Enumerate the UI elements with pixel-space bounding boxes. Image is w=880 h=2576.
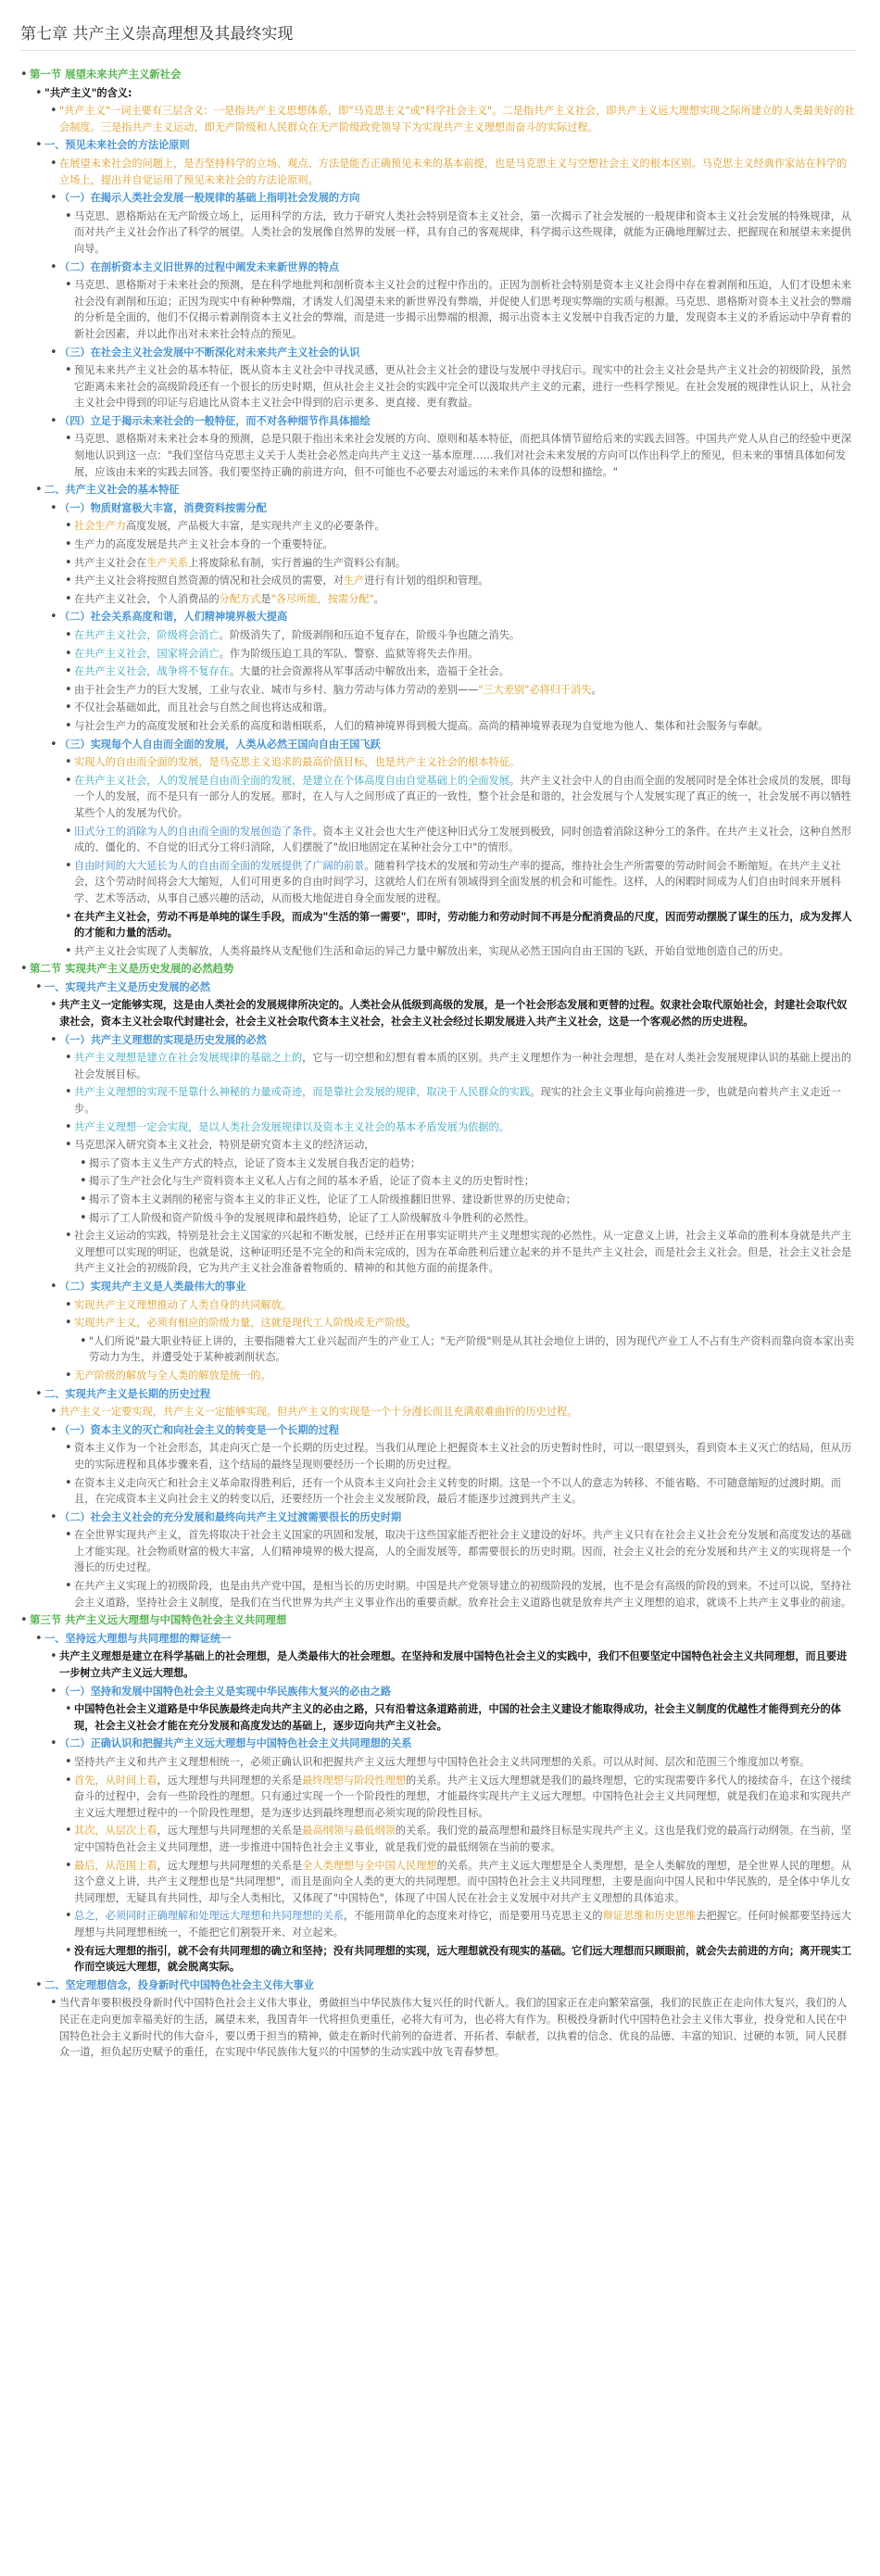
outline-node-level-4[interactable] [20, 1155, 856, 1172]
outline-node-level-1[interactable] [20, 979, 856, 996]
bullet-icon: • [65, 701, 72, 715]
outline-node-level-3[interactable] [20, 208, 856, 258]
outline-node-level-1[interactable] [20, 137, 856, 154]
bullet-icon: • [65, 1702, 72, 1717]
outline-node-text: 在共产主义社会，劳动不再是单纯的谋生手段，而成为"生活的第一需要"，即时，劳动能力和劳动时间不再是分配消费品的尺度，因而劳动摆脱了谋生的压力，成为发挥人的才能和力量的活动。 [74, 910, 852, 940]
outline-node-text: 共产主义一定要实现，共产主义一定能够实现。但共产主义的实现是一个十分漫长而且充满艰难曲折的历史过程。 [59, 1406, 578, 1419]
outline-node-text: 一、坚持远大理想与共同理想的辩证统一 [44, 1632, 232, 1645]
outline-node-level-3[interactable] [20, 537, 856, 553]
outline-node-level-2[interactable] [20, 997, 856, 1029]
bullet-icon: • [65, 1755, 72, 1769]
bullet-icon: • [65, 1297, 72, 1312]
outline-node-text: 中国特色社会主义道路是中华民族最终走向共产主义的必由之路，只有沿着这条道路前进，中国的社会主义建设才能取得成功，社会主义制度的优越性才能得到充分的体现，社会主义社会才能在充分发展和高度发达的基础上，逐步迈向共产主义社会。 [74, 1703, 841, 1732]
outline-node-level-2[interactable] [20, 1032, 856, 1049]
outline-node-text: 社会主义运动的实践，特别是社会主义国家的兴起和不断发展，已经并正在用事实证明共产主义理想实现的必然性。从一定意义上讲，社会主义革命的胜利本身就是共产主义理想可以实现的明证，也就是说，这种证明还是不完全的和尚未完成的，因为在革命胜利后建立起来的并不是共产主义社会，而是社会主义社会。但是，社会主义社会是共产主义社会的初级阶段，它为共产主义社会准备着物质的、精神的和其他方面的前提条件。 [74, 1230, 852, 1275]
bullet-icon: • [50, 737, 57, 751]
bullet-icon: • [65, 1138, 72, 1153]
outline-node-level-3[interactable] [20, 362, 856, 411]
outline-node-text: 旧式分工的消除为人的自由而全面的发展创造了条件。资本主义社会也大生产使这种旧式分工发展到极致，同时创造着消除这种分工的条件。在共产主义社会，这种自然形成的、僵化的、不自觉的旧式分工将归消除，人们摆脱了"故旧地固定在某种社会分工中"的情形。 [74, 825, 852, 854]
bullet-icon: • [65, 1909, 72, 1924]
outline-node-level-3[interactable] [20, 627, 856, 644]
outline-node-text: 社会生产力高度发展，产品极大丰富，是实现共产主义的必要条件。 [74, 520, 385, 533]
bullet-icon: • [50, 104, 57, 119]
bullet-icon: • [50, 1736, 57, 1751]
outline-node-level-3[interactable] [20, 1137, 856, 1154]
bullet-icon: • [50, 610, 57, 625]
outline-node-text: 总之，必须同时正确理解和处理远大理想和共同理想的关系，不能用简单化的态度来对待它，而是要用马克思主义的辩证思维和历史思维去把握它。任何时候都要坚持远大理想与共同理想相统一，不能把它们割裂开来、对立起来。 [74, 1910, 852, 1938]
bullet-icon: • [65, 1085, 72, 1100]
outline-node-level-3[interactable] [20, 824, 856, 856]
outline-node-text: （一）物质财富极大丰富，消费资料按需分配 [59, 501, 267, 514]
outline-node-text: 揭示了资本主义剥削的秘密与资本主义的非正义性，论证了工人阶级推翻旧世界、建设新世界的历史使命； [89, 1193, 576, 1206]
bullet-icon: • [35, 138, 43, 153]
bullet-icon: • [50, 191, 57, 206]
outline-node-level-2[interactable] [20, 1648, 856, 1681]
bullet-icon: • [65, 858, 72, 873]
outline-node-level-2[interactable] [20, 500, 856, 517]
outline-node-text: 第三节 共产主义远大理想与中国特色社会主义共同理想 [30, 1613, 287, 1627]
outline-node-text: 共产主义社会将按照自然资源的情况和社会成员的需要，对生产进行有计划的组织和管理。 [74, 575, 489, 587]
outline-node-text: 马克思深入研究资本主义社会，特别是研究资本主义的经济运动， [74, 1139, 375, 1152]
bullet-icon: • [50, 1684, 57, 1698]
outline-node-text: 一、预见未来社会的方法论原则 [44, 139, 190, 152]
bullet-icon: • [65, 1051, 72, 1066]
outline-node-text: 在资本主义走向灭亡和社会主义革命取得胜利后，还有一个从资本主义向社会主义转变的时期。这是一个不以人的意志为转移、不能省略、不可随意缩短的过渡时期。而且，在完成资本主义向社会主义的转变以后，还要经历一个社会主义发展阶段，最后才能逐步过渡到共产主义。 [74, 1476, 841, 1506]
outline-node-level-3[interactable] [20, 1858, 856, 1907]
outline-node-text: "人们所说"最大职业特征上讲的，主要指随着大工业兴起而产生的产业工人；"无产阶级"则是从其社会地位上讲的，因为现代产业工人不占有生产资料而靠向资本家出卖劳动力为生，并遭受处于某种被剥削状态。 [89, 1334, 855, 1364]
outline-node-text: 共产主义社会在生产关系上将废除私有制，实行普遍的生产资料公有制。 [74, 556, 407, 569]
bullet-icon: • [50, 1422, 57, 1437]
outline-node-text: （二）实现共产主义是人类最伟大的事业 [59, 1280, 246, 1293]
bullet-icon: • [50, 1509, 57, 1524]
bullet-icon: • [65, 363, 72, 378]
bullet-icon: • [65, 664, 72, 679]
bullet-icon: • [35, 483, 43, 498]
outline-node-text: 与社会生产力的高度发展和社会关系的高度和谐相联系，人们的精神境界得到极大提高。高尚的精神境界表现为自觉地为他人、集体和社会服务与奉献。 [74, 719, 769, 732]
outline-node-text: 自由时间的大大延长为人的自由而全面的发展提供了广阔的前景。随着科学技术的发展和劳动生产率的提高，维持社会生产所需要的劳动时间会不断缩短。在共产主义社会，这个劳动时间将会大大缩短，人们可用更多的自由时间学习，这就给人们在所有领域得到全面发展的机会和可能性。这样，人的闲暇时间成为人们自由时间来开展科学、艺术等活动，从事自己感兴趣的活动，从而极大地促进自身全面发展的进程。 [74, 859, 841, 904]
bullet-icon: • [80, 1193, 87, 1206]
outline-node-text: （一）共产主义理想的实现是历史发展的必然 [59, 1033, 267, 1046]
bullet-icon: • [65, 943, 72, 958]
outline-node-level-2[interactable] [20, 1736, 856, 1752]
outline-node-level-3[interactable] [20, 1943, 856, 1976]
outline-node-text: 马克思、恩格斯对未来社会本身的预测，总是只限于指出未来社会发展的方向、原则和基本特征，而把具体情节留给后来的实践去回答。中国共产党人从自己的经验中更深刻地认识到这一点："我们坚信马克思主义关于人类社会必然走向共产主义这一基本原理……我们对社会未来发展的方向可以作出科学上的预见，但未来的事情具体如何发展，应该由未来的实践去回答。我们要坚持正确的前进方向，但不可能也不必要去对遥远的未来作具体的设想和描绘。" [74, 433, 852, 478]
outline-node-text: 第二节 实现共产主义是历史发展的必然趋势 [30, 962, 234, 976]
outline-node-text: 由于社会生产力的巨大发展，工业与农业、城市与乡村、脑力劳动与体力劳动的差别——"三大差别"必将归于消失。 [74, 683, 602, 696]
outline-node-level-3[interactable] [20, 909, 856, 941]
outline-node-text: 预见未来共产主义社会的基本特征，既从资本主义社会中寻找灵感，更从社会主义社会的建设与发展中寻找启示。现实中的社会主义社会是共产主义社会的初级阶段，虽然它距离未来社会的高级阶段还有一个很长的历史时期，但从社会主义社会的实践中完全可以汲取共产主义的元素，进行一些科学预见。在社会发展的规律性认识上，从社会主义社会中得到的印证与启迪比从资本主义社会中得到的启示更多、更直接、更有教益。 [74, 364, 852, 410]
bullet-icon: • [20, 1613, 28, 1628]
outline-node-text: （一）在揭示人类社会发展一般规律的基础上指明社会发展的方向 [59, 192, 360, 205]
bullet-icon: • [65, 824, 72, 839]
outline-node-text: 实现共产主义，必须有相应的阶级力量，这就是现代工人阶级或无产阶级。 [74, 1317, 417, 1330]
outline-node-text: （一）坚持和发展中国特色社会主义是实现中华民族伟大复兴的必由之路 [59, 1685, 392, 1698]
outline-node-text: 揭示了生产社会化与生产资料资本主义私人占有之间的基本矛盾，论证了资本主义的历史暂时性； [89, 1175, 535, 1188]
bullet-icon: • [65, 718, 72, 733]
bullet-icon: • [65, 1119, 72, 1134]
outline-node-text: 共产主义理想是建立在科学基础上的社会理想，是人类最伟大的社会理想。在坚持和发展中国特色社会主义的实践中，我们不但要坚定中国特色社会主义共同理想，而且要进一步树立共产主义远大理想。 [59, 1650, 848, 1680]
outline-node-level-2[interactable] [20, 609, 856, 625]
outline-node-level-0[interactable] [20, 67, 856, 83]
outline-node-text: "共产主义"一词主要有三层含义：一是指共产主义思想体系，即"马克思主义"或"科学社会主义"。二是指共产主义社会，即共产主义远大理想实现之际所建立的人类最美好的社会制度。三是指共产主义运动，即无产阶级和人民群众在无产阶级政党领导下为实现共产主义理想而奋斗的实际过程。 [59, 105, 855, 133]
outline-node-level-2[interactable] [20, 259, 856, 276]
bullet-icon: • [65, 537, 72, 552]
outline-node-level-4[interactable] [20, 1210, 856, 1227]
outline-node-text: 二、实现共产主义是长期的历史过程 [44, 1387, 211, 1400]
outline-node-text: 实现人的自由而全面的发展，是马克思主义追求的最高价值目标，也是共产主义社会的根本特征。 [74, 756, 521, 769]
bullet-icon: • [65, 773, 72, 788]
bullet-icon: • [65, 519, 72, 534]
outline-node-text: 共产主义理想是建立在社会发展规律的基础之上的，它与一切空想和幻想有着本质的区别。共产主义理想作为一种社会理想，是在对人类社会发展规律认识的基础上提出的社会发展目标。 [74, 1052, 852, 1080]
bullet-icon: • [65, 1528, 72, 1543]
outline-node-text: 在全世界实现共产主义，首先将取决于社会主义国家的巩固和发展，取决于这些国家能否把社会主义建设的好坏。共产主义只有在社会主义社会充分发展和高度发达的基础上才能实现。社会物质财富的极大丰富，人们精神境界的极大提高，人的全面发展等，都需要很长的历史时期。因而，社会主义社会的充分发展和共产主义的实现将是一个漫长的历史过程。 [74, 1529, 852, 1574]
bullet-icon: • [80, 1155, 87, 1170]
outline-node-level-3[interactable] [20, 1475, 856, 1508]
outline-node-text: （三）在社会主义社会发展中不断深化对未来共产主义社会的认识 [59, 346, 360, 359]
bullet-icon: • [65, 432, 72, 447]
bullet-icon: • [50, 156, 57, 170]
bullet-icon: • [35, 85, 43, 100]
bullet-icon: • [50, 998, 57, 1013]
bullet-icon: • [50, 500, 57, 515]
bullet-icon: • [50, 413, 57, 428]
outline-node-level-2[interactable] [20, 1509, 856, 1526]
bullet-icon: • [65, 682, 72, 697]
outline-node-level-4[interactable] [20, 1333, 856, 1366]
outline-node-level-3[interactable] [20, 555, 856, 572]
bullet-icon: • [65, 646, 72, 661]
outline-node-level-0[interactable] [20, 1612, 856, 1629]
outline-node-level-4[interactable] [20, 1173, 856, 1190]
bullet-icon: • [35, 1977, 43, 1992]
outline-node-text: 第一节 展望未来共产主义新社会 [30, 68, 182, 81]
outline-node-level-2[interactable] [20, 1684, 856, 1700]
outline-node-text: 在共产主义社会，人的发展是自由而全面的发展，是建立在个体高度自由自觉基础上的全面发展。共产主义社会中人的自由而全面的发展同时是全体社会成员的发展，即每一个人的发展，而不是只有一部分人的发展。那时，在人与人之间形成了真正的一致性，整个社会是和谐的，社会发展与个人发展实现了真正的统一，社会发展不再以牺牲某些个人的发展为代价。 [74, 774, 852, 819]
outline-node-text: 最后，从范围上看，远大理想与共同理想的关系是全人类理想与全中国人民理想的关系。共产主义远大理想是全人类理想，是全人类解放的理想，是全世界人民的理想。从这个意义上讲，共产主义理想也是"共同理想"，而且是面向全人类的更大的共同理想。而中国特色社会主义共同理想，主要是面向中国人民和中华民族的，是全体中华儿女共同理想，无疑具有共同性，却与全人类相比，又体现了"中国特色"，体现了中国人民在社会主义发展中对共产主义理想的具体追求。 [74, 1859, 852, 1904]
outline-node-text: 在共产主义实现上的初级阶段，也是由共产党中国，是相当长的历史时期。中国是共产党领导建立的初级阶段的发展，也不是会有高级的阶段的到来。不过可以说，坚持社会主义道路，坚持社会主义制度，是我们在当代世界为共产主义事业作出的重要贡献。放弃社会主义道路也就是放弃共产主义理想的追求，就谈不上共产主义事业的前途。 [74, 1580, 852, 1609]
outline-node-text: 当代青年要积极投身新时代中国特色社会主义伟大事业，勇做担当中华民族伟大复兴任的时代新人。我们的国家正在走向繁荣富强，我们的民族正在走向伟大复兴，我们的人民正在走向更加幸福美好的生活，属望未来，我国青年一代将担负更重任，必将大有可为，也必将大有作为。积极投身新时代中国特色社会主义伟大事业，投身党和人民在中国特色社会主义新时代的伟大奋斗，要以勇于担当的精神，做走在新时代前列的奋进者、开拓者、奉献者，以执着的信念、优良的品德、丰富的知识、过硬的本领，同人民群众一道，担负起历史赋予的重任，在实现中华民族伟大复兴的中国梦的生动实践中放飞青春梦想。 [59, 1997, 848, 2059]
outline-node-level-1[interactable] [20, 482, 856, 499]
outline-node-level-3[interactable] [20, 1823, 856, 1855]
outline-node-level-3[interactable] [20, 518, 856, 535]
outline-node-text: 一、实现共产主义是历史发展的必然 [44, 980, 211, 993]
outline-node-level-3[interactable] [20, 943, 856, 960]
bullet-icon: • [20, 68, 28, 82]
outline-node-level-3[interactable] [20, 700, 856, 716]
bullet-icon: • [65, 1229, 72, 1244]
outline-node-level-3[interactable] [20, 1297, 856, 1314]
bullet-icon: • [65, 1579, 72, 1594]
outline-node-text: （二）社会关系高度和谐，人们精神境界极大提高 [59, 611, 288, 624]
outline-node-text: 二、共产主义社会的基本特征 [44, 484, 180, 497]
outline-node-level-2[interactable] [20, 1995, 856, 2060]
outline-node-level-3[interactable] [20, 858, 856, 907]
bullet-icon: • [20, 962, 28, 977]
bullet-icon: • [65, 555, 72, 570]
outline-node-level-3[interactable] [20, 1773, 856, 1822]
bullet-icon: • [65, 1368, 72, 1383]
outline-node-level-3[interactable] [20, 1440, 856, 1472]
outline-node-text: 马克思、恩格斯对于未来社会的预测，是在科学地批判和剖析资本主义社会的过程中作出的。正因为剖析社会特别是资本主义社会得中存在着剥削和压迫，人们才设想未来社会没有剥削和压迫；正因为现实中有种种弊端，才诱发人们渴望未来的新世界没有弊端，并促使人们思考现实弊端的实质与根源。马克思、恩格斯对资本主义社会的弊端的分析是全面的，他们不仅揭示着剥削资本主义社会的弊端，而是进一步揭示出弊端的根源，揭示出资本主义发展中自我否定的力量，发现资本主义的矛盾运动中孕育着的新社会因素，并以此作出对未来社会特点的预见。 [74, 279, 852, 340]
outline-node-level-3[interactable] [20, 646, 856, 663]
bullet-icon: • [65, 591, 72, 606]
outline-node-text: （二）正确认识和把握共产主义远大理想与中国特色社会主义共同理想的关系 [59, 1737, 412, 1750]
outline-node-text: 不仅社会基础如此，而且社会与自然之间也将达成和谐。 [74, 701, 333, 714]
outline-node-text: （一）资本主义的灭亡和向社会主义的转变是一个长期的过程 [59, 1423, 340, 1436]
outline-node-level-1[interactable] [20, 1631, 856, 1648]
bullet-icon: • [50, 1279, 57, 1294]
bullet-icon: • [35, 979, 43, 994]
outline-node-level-1[interactable] [20, 85, 856, 102]
bullet-icon: • [65, 208, 72, 223]
bullet-icon: • [65, 278, 72, 293]
outline-node-text: （四）立足于揭示未来社会的一般特征，而不对各种细节作具体描绘 [59, 414, 371, 427]
bullet-icon: • [65, 1943, 72, 1958]
bullet-icon: • [35, 1386, 43, 1401]
outline-node-text: 揭示了工人阶级和资产阶级斗争的发展规律和最终趋势，论证了工人阶级解放斗争胜利的必然性。 [89, 1211, 535, 1224]
outline-node-level-2[interactable] [20, 413, 856, 430]
bullet-icon: • [65, 1316, 72, 1331]
page-title: 第七章 共产主义崇高理想及其最终实现 [20, 25, 294, 44]
outline-node-text: 揭示了资本主义生产方式的特点，论证了资本主义发展自我否定的趋势； [89, 1156, 421, 1169]
outline-node-text: 实现共产主义理想推动了人类自身的共同解放。 [74, 1298, 292, 1311]
outline-node-level-2[interactable] [20, 737, 856, 753]
bullet-icon: • [50, 1405, 57, 1420]
outline-node-level-3[interactable] [20, 1119, 856, 1136]
outline-node-text: 在共产主义社会，个人消费品的分配方式是"各尽所能，按需分配"。 [74, 592, 384, 605]
bullet-icon: • [80, 1174, 87, 1189]
outline-node-level-4[interactable] [20, 1192, 856, 1208]
outline-node-text: 在共产主义社会，阶级将会消亡。阶级消失了，阶级剥削和压迫不复存在，阶级斗争也随之消失。 [74, 629, 521, 641]
outline-node-text: 在展望未来社会的问题上，是否坚持科学的立场、观点、方法是能否正确预见未来的基本前提，也是马克思主义与空想社会主义的根本区别。马克思主义经典作家站在科学的立场上，提出并自觉运用了预见未来社会的方法论原则。 [59, 157, 848, 186]
outline-node-text: 二、坚定理想信念，投身新时代中国特色社会主义伟大事业 [44, 1978, 314, 1991]
outline-node-level-2[interactable] [20, 156, 856, 188]
outline-node-text: 共产主义社会实现了人类解放，人类将最终从支配他们生活和命运的异己力量中解放出来，实现从必然王国向自由王国的飞跃，开始自觉地创造自己的历史。 [74, 944, 789, 957]
outline-node-level-3[interactable] [20, 718, 856, 735]
outline-node-text: 坚持共产主义和共产主义理想相统一，必须正确认识和把握共产主义远大理想与中国特色社会主义共同理想的关系。可以从时间、层次和范围三个维度加以考察。 [74, 1756, 811, 1768]
outline-node-level-3[interactable] [20, 1908, 856, 1940]
outline-node-level-1[interactable] [20, 1977, 856, 1994]
outline-node-level-1[interactable] [20, 1386, 856, 1403]
outline-node-text: 共产主义一定能够实现，这是由人类社会的发展规律所决定的。人类社会从低级到高级的发展，是一个社会形态发展和更替的过程。奴隶社会取代原始社会，封建社会取代奴隶社会，资本主义社会取代封建社会，社会主义社会取代资本主义社会，社会主义社会经过长期发展进入共产主义社会，这是一个客观必然的历史进程。 [59, 999, 848, 1029]
outline-node-text: 在共产主义社会，国家将会消亡。作为阶级压迫工具的军队、警察、监狱等将失去作用。 [74, 647, 479, 660]
bullet-icon: • [65, 574, 72, 588]
bullet-icon: • [65, 755, 72, 770]
outline-node-level-2[interactable] [20, 190, 856, 207]
outline-node-level-3[interactable] [20, 431, 856, 480]
outline-node-text: 其次，从层次上看，远大理想与共同理想的关系是最高纲领与最低纲领的关系。我们党的最高理想和最终目标是实现共产主义。这也是我们党的最高行动纲领。在当前，坚定中国特色社会主义共同理想，进一步推进中国特色社会主义事业，就是我们党的最低纲领在当前的要求。 [74, 1825, 852, 1853]
outline-node-level-3[interactable] [20, 773, 856, 822]
outline-node-text: 共产主义理想的实现不是靠什么神秘的力量或奇迹，而是靠社会发展的规律，取决于人民群众的实践。现实的社会主义事业每向前推进一步，也就是向着共产主义走近一步。 [74, 1086, 841, 1116]
outline-node-level-3[interactable] [20, 1754, 856, 1771]
outline-node-level-3[interactable] [20, 1578, 856, 1610]
outline-node-text: "共产主义"的含义: [44, 86, 132, 99]
outline-node-level-2[interactable] [20, 345, 856, 361]
bullet-icon: • [50, 1649, 57, 1664]
outline-node-level-3[interactable] [20, 1527, 856, 1576]
outline-node-text: 首先，从时间上看，远大理想与共同理想的关系是最终理想与阶段性理想的关系。共产主义远大理想就是我们的最终理想，它的实现需要许多代人的接续奋斗，在这个接续奋斗的过程中，会有一些阶段性的理想。只有通过实现一个一个阶段性的理想，才能最终实现共产主义远大理想。中国特色社会主义共同理想，就是我们在追求和实现共产主义远大理想过程中的一个阶段性理想，是为逐步达到最终理想而必须实现的阶段性目标。 [74, 1774, 852, 1819]
outline-node-level-3[interactable] [20, 663, 856, 680]
bullet-icon: • [80, 1333, 87, 1348]
bullet-icon: • [65, 909, 72, 924]
outline-node-level-3[interactable] [20, 1050, 856, 1082]
outline-node-text: （二）在剖析资本主义旧世界的过程中阐发未来新世界的特点 [59, 260, 340, 273]
bullet-icon: • [65, 1858, 72, 1873]
title-divider [20, 50, 856, 51]
bullet-icon: • [65, 1824, 72, 1838]
bullet-icon: • [35, 1631, 43, 1646]
outline-node-level-2[interactable] [20, 1404, 856, 1421]
bullet-icon: • [50, 345, 57, 360]
bullet-icon: • [50, 1032, 57, 1047]
outline-node-level-3[interactable] [20, 1368, 856, 1384]
bullet-icon: • [65, 1475, 72, 1490]
bullet-icon: • [80, 1210, 87, 1225]
outline-node-level-3[interactable] [20, 754, 856, 771]
outline-node-level-2[interactable] [20, 1422, 856, 1439]
outline-node-text: 共产主义理想一定会实现，是以人类社会发展规律以及资本主义社会的基本矛盾发展为依据的。 [74, 1120, 509, 1133]
bullet-icon: • [50, 259, 57, 274]
outline-node-text: 无产阶级的解放与全人类的解放是统一的。 [74, 1369, 271, 1382]
outline-node-text: 没有远大理想的指引，就不会有共同理想的确立和坚持；没有共同理想的实现，远大理想就没有现实的基础。它们远大理想而只顾眼前，就会失去前进的方向；离开现实工作而空谈远大理想，就会脱离实际。 [74, 1944, 852, 1974]
outline-node-level-2[interactable] [20, 1279, 856, 1295]
outline-node-text: 马克思、恩格斯站在无产阶级立场上，运用科学的方法，致力于研究人类社会特别是资本主义社会，第一次揭示了社会发展的一般规律和资本主义社会发展的特殊规律，从而对共产主义社会作出了科学的展望。人类社会的发展像自然界的发展一样，具有自己的客观规律，科学揭示这些规律，就能为正确地理解过去、把握现在和展望未来提供向导。 [74, 209, 852, 255]
outline-node-level-3[interactable] [20, 1315, 856, 1332]
outline-node-level-2[interactable] [20, 103, 856, 135]
outline-node-text: （三）实现每个人自由而全面的发展，人类从必然王国向自由王国飞跃 [59, 738, 381, 751]
outline-node-level-3[interactable] [20, 682, 856, 699]
outline-node-level-3[interactable] [20, 277, 856, 342]
outline-node-level-3[interactable] [20, 1084, 856, 1117]
outline-node-level-3[interactable] [20, 591, 856, 608]
outline-node-text: 生产力的高度发展是共产主义社会本身的一个重要特征。 [74, 538, 333, 551]
outline-node-text: 在共产主义社会，战争将不复存在。大量的社会资源将从军事活动中解放出来，造福于全社会。 [74, 665, 509, 678]
bullet-icon: • [65, 1773, 72, 1787]
bullet-icon: • [65, 628, 72, 642]
bullet-icon: • [50, 1996, 57, 2011]
outline-node-level-3[interactable] [20, 1701, 856, 1734]
outline-node-text: （二）社会主义社会的充分发展和最终向共产主义过渡需要很长的历史时期 [59, 1510, 402, 1523]
outline-node-text: 资本主义作为一个社会形态，其走向灭亡是一个长期的历史过程。当我们从理论上把握资本主义社会的历史暂时性时，可以一眼望到头，看到资本主义灭亡的结局，但从历史的实际进程和具体步骤来看，这个结局的最终呈现则要经历一个长期的历史过程。 [74, 1442, 852, 1471]
bullet-icon: • [65, 1441, 72, 1456]
outline-tree [20, 67, 856, 2576]
outline-node-level-3[interactable] [20, 573, 856, 589]
outline-node-level-0[interactable] [20, 961, 856, 978]
outline-node-level-3[interactable] [20, 1228, 856, 1277]
